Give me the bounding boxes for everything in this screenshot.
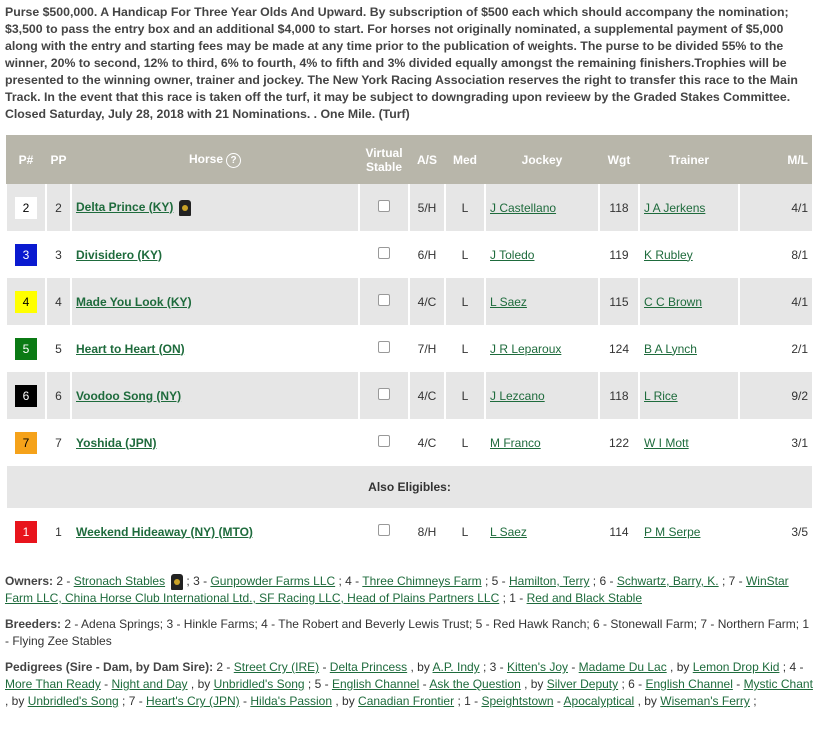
pedigrees-link[interactable]: Unbridled's Song [213, 677, 305, 691]
program-number-badge: 2 [15, 197, 37, 219]
pedigrees-text: - [732, 677, 744, 691]
morning-line: 3/5 [739, 508, 812, 555]
horse-cell [71, 419, 359, 466]
age-sex: 8/H [409, 508, 445, 555]
race-conditions: Purse $500,000. A Handicap For Three Year Olds And Upward. By subscription of $500 each which should accompany the nomination; $3,500 to pass the entry box and an additional $4,000 to start. For horses not originally nominated, a supplemental payment of $5,000 along with the entry and starting fees may be made at any time prior to the publication of weights. The purse to be divided 55% to the winner, 20% to second, 12% to third, 6% to fourth, 4% to fifth and 3% divided equally amongst the remaining finishers.Trophies will be presented to the winning owner, trainer and jockey. The New York Racing Association reserves the right to transfer this race to the Main Track. In the event that this race is taken off the turf, it may be subject to downgrading upon revieew by the Graded Stakes Committee. Closed Saturday, July 28, 2018 with 21 Nominations. . One Mile. (Turf) [5, 5, 798, 121]
jockey-cell [485, 372, 599, 419]
entry-row [6, 325, 812, 372]
pedigrees-link[interactable]: Speightstown [481, 694, 554, 708]
col-medication: Med [445, 135, 485, 184]
pedigrees-link[interactable]: Apocalyptical [563, 694, 635, 708]
weight: 118 [599, 184, 639, 231]
pedigrees-link[interactable]: Delta Princess [329, 660, 408, 674]
col-vs-line2: Stable [365, 159, 402, 174]
medication: L [445, 508, 485, 555]
virtual-stable-checkbox[interactable] [378, 200, 390, 212]
pedigrees-link[interactable]: Street Cry (IRE) [233, 660, 320, 674]
program-number-badge: 7 [15, 432, 37, 454]
age-sex: 5/H [409, 184, 445, 231]
owners-text: ; 6 - [589, 574, 617, 588]
horse-link[interactable]: Heart to Heart (ON) [76, 341, 185, 356]
trainer-link[interactable]: B A Lynch [644, 341, 697, 356]
pedigrees-link[interactable]: Hilda's Passion [250, 694, 333, 708]
horse-cell [71, 231, 359, 278]
jockey-link[interactable]: M Franco [490, 435, 541, 450]
pedigrees-text: ; 7 - [118, 694, 147, 708]
breeders-section [0, 616, 819, 650]
program-number-cell [6, 372, 46, 419]
age-sex: 6/H [409, 231, 445, 278]
pedigrees-link[interactable]: Silver Deputy [546, 677, 619, 691]
owners-section [0, 573, 819, 607]
horse-link[interactable]: Weekend Hideaway (NY) (MTO) [76, 524, 253, 539]
entry-row [6, 278, 812, 325]
pedigrees-text: , by [520, 677, 547, 691]
pedigrees-text: ; [749, 694, 757, 708]
trainer-cell [639, 419, 739, 466]
pedigrees-link[interactable]: More Than Ready [5, 677, 101, 691]
horse-link[interactable]: Divisidero (KY) [76, 247, 163, 262]
entry-row [6, 231, 812, 278]
trainer-cell [639, 508, 739, 555]
help-icon[interactable]: ? [226, 153, 241, 168]
also-eligibles-row [6, 466, 812, 508]
horse-cell [71, 508, 359, 555]
jockey-link[interactable]: J R Leparoux [490, 341, 562, 356]
virtual-stable-checkbox[interactable] [378, 294, 390, 306]
pedigrees-text: - [100, 677, 112, 691]
post-position: 1 [46, 508, 71, 555]
post-position: 3 [46, 231, 71, 278]
owners-text: ; 1 - [499, 591, 527, 605]
horse-cell [71, 184, 359, 231]
virtual-stable-cell [359, 508, 409, 555]
weight: 114 [599, 508, 639, 555]
col-horse [71, 135, 359, 184]
pedigrees-text: , by [332, 694, 359, 708]
owners-link[interactable]: Gunpowder Farms LLC [210, 574, 336, 588]
owners-link[interactable]: WinStar Farm LLC, China Horse Club International Ltd., SF Racing LLC, Head of Plains Partners LLC [5, 574, 789, 605]
trainer-link[interactable]: K Rubley [644, 247, 693, 262]
virtual-stable-cell [359, 231, 409, 278]
entries-table [5, 135, 812, 555]
pedigrees-text: 2 - [216, 660, 234, 674]
jockey-link[interactable]: J Toledo [490, 247, 535, 262]
virtual-stable-checkbox[interactable] [378, 341, 390, 353]
pedigrees-text: ; 4 - [779, 660, 804, 674]
trainer-cell [639, 231, 739, 278]
col-trainer: Trainer [639, 135, 739, 184]
weight: 115 [599, 278, 639, 325]
col-age-sex: A/S [409, 135, 445, 184]
pedigrees-text: ; 1 - [454, 694, 482, 708]
program-number-cell [6, 325, 46, 372]
horse-link[interactable]: Delta Prince (KY) [76, 199, 174, 214]
virtual-stable-cell [359, 325, 409, 372]
trainer-link[interactable]: W I Mott [644, 435, 689, 450]
owners-link[interactable]: Hamilton, Terry [509, 574, 590, 588]
pedigrees-link[interactable]: Ask the Question [429, 677, 521, 691]
morning-line: 9/2 [739, 372, 812, 419]
pedigrees-text: - [319, 660, 330, 674]
age-sex: 4/C [409, 419, 445, 466]
owners-label: Owners: [5, 574, 54, 588]
col-weight: Wgt [599, 135, 639, 184]
program-number-cell [6, 508, 46, 555]
pedigrees-link[interactable]: Kitten's Joy [507, 660, 568, 674]
age-sex: 7/H [409, 325, 445, 372]
medication: L [445, 278, 485, 325]
jockey-silks-icon [179, 200, 191, 216]
weight: 122 [599, 419, 639, 466]
horse-cell [71, 372, 359, 419]
post-position: 5 [46, 325, 71, 372]
col-horse-label: Horse [188, 151, 223, 166]
pedigrees-text: ; 3 - [479, 660, 508, 674]
jockey-cell [485, 278, 599, 325]
pedigrees-link[interactable]: Lemon Drop Kid [692, 660, 780, 674]
post-position: 6 [46, 372, 71, 419]
pedigrees-link[interactable]: English Channel [331, 677, 420, 691]
pedigrees-text: , by [634, 694, 661, 708]
medication: L [445, 419, 485, 466]
owners-text: ; 4 - [335, 574, 363, 588]
owners-link[interactable]: Red and Black Stable [526, 591, 642, 605]
col-virtual-stable [359, 135, 409, 184]
pedigrees-text: , by [5, 694, 28, 708]
virtual-stable-checkbox[interactable] [378, 435, 390, 447]
post-position: 2 [46, 184, 71, 231]
jockey-cell [485, 508, 599, 555]
horse-cell [71, 325, 359, 372]
horse-link[interactable]: Yoshida (JPN) [76, 435, 157, 450]
also-eligibles-label: Also Eligibles: [6, 466, 812, 508]
trainer-link[interactable]: J A Jerkens [644, 200, 706, 215]
horse-link[interactable]: Made You Look (KY) [76, 294, 192, 309]
program-number-cell [6, 184, 46, 231]
pedigrees-link[interactable]: Heart's Cry (JPN) [146, 694, 240, 708]
trainer-link[interactable]: P M Serpe [644, 524, 701, 539]
pedigrees-text: ; 6 - [618, 677, 646, 691]
medication: L [445, 184, 485, 231]
virtual-stable-checkbox[interactable] [378, 388, 390, 400]
program-number-cell [6, 278, 46, 325]
medication: L [445, 372, 485, 419]
horse-link[interactable]: Voodoo Song (NY) [76, 388, 182, 403]
morning-line: 8/1 [739, 231, 812, 278]
pedigrees-text: ; 5 - [304, 677, 332, 691]
pedigrees-link[interactable]: A.P. Indy [432, 660, 480, 674]
morning-line: 3/1 [739, 419, 812, 466]
virtual-stable-cell [359, 278, 409, 325]
owners-text: ; 7 - [718, 574, 746, 588]
pedigrees-link[interactable]: Unbridled's Song [27, 694, 119, 708]
col-program-number: P# [6, 135, 46, 184]
program-number-badge: 1 [15, 521, 37, 543]
pedigrees-link[interactable]: Madame Du Lac [578, 660, 667, 674]
jockey-link[interactable]: L Saez [490, 294, 527, 309]
col-morning-line: M/L [739, 135, 812, 184]
col-post-position: PP [46, 135, 71, 184]
pedigrees-link[interactable]: Wiseman's Ferry [660, 694, 750, 708]
weight: 119 [599, 231, 639, 278]
virtual-stable-cell [359, 419, 409, 466]
col-jockey: Jockey [485, 135, 599, 184]
trainer-cell [639, 184, 739, 231]
entry-row [6, 372, 812, 419]
jockey-cell [485, 184, 599, 231]
jockey-link[interactable]: J Lezcano [490, 388, 545, 403]
program-number-badge: 6 [15, 385, 37, 407]
morning-line: 4/1 [739, 278, 812, 325]
pedigrees-text: , by [666, 660, 693, 674]
virtual-stable-cell [359, 372, 409, 419]
owner-silks-icon [171, 574, 183, 590]
owners-link[interactable]: Schwartz, Barry, K. [616, 574, 719, 588]
program-number-cell [6, 231, 46, 278]
col-vs-line1: Virtual [365, 145, 403, 160]
virtual-stable-cell [359, 184, 409, 231]
trainer-cell [639, 278, 739, 325]
trainer-cell [639, 325, 739, 372]
pedigrees-text: - [568, 660, 579, 674]
trainer-link[interactable]: C C Brown [644, 294, 703, 309]
owners-text: ; 5 - [481, 574, 509, 588]
pedigrees-text: - [239, 694, 251, 708]
breeders-text: 2 - Adena Springs; 3 - Hinkle Farms; 4 - The Robert and Beverly Lewis Trust; 5 - Red Hawk Ranch; 6 - Stonewall Farm; 7 - Northern Farm; 1 - Flying Zee Stables [5, 617, 810, 648]
trainer-cell [639, 372, 739, 419]
virtual-stable-checkbox[interactable] [378, 524, 390, 536]
pedigrees-text: - [419, 677, 430, 691]
owners-link[interactable]: Three Chimneys Farm [362, 574, 482, 588]
pedigrees-link[interactable]: Mystic Chant [743, 677, 813, 691]
medication: L [445, 231, 485, 278]
owners-text: 2 - [56, 574, 74, 588]
horse-cell [71, 278, 359, 325]
pedigrees-link[interactable]: Night and Day [111, 677, 188, 691]
program-number-badge: 4 [15, 291, 37, 313]
morning-line: 2/1 [739, 325, 812, 372]
pedigrees-text: , by [407, 660, 433, 674]
pedigrees-section [0, 659, 819, 710]
pedigrees-link[interactable]: English Channel [645, 677, 733, 691]
pedigrees-text: - [553, 694, 564, 708]
morning-line: 4/1 [739, 184, 812, 231]
age-sex: 4/C [409, 372, 445, 419]
pedigrees-label: Pedigrees (Sire - Dam, by Dam Sire): [5, 660, 214, 674]
weight: 124 [599, 325, 639, 372]
program-number-badge: 3 [15, 244, 37, 266]
entry-row [6, 184, 812, 231]
pedigrees-link[interactable]: Canadian Frontier [358, 694, 455, 708]
post-position: 7 [46, 419, 71, 466]
jockey-cell [485, 231, 599, 278]
medication: L [445, 325, 485, 372]
jockey-link[interactable]: L Saez [490, 524, 527, 539]
jockey-cell [485, 419, 599, 466]
age-sex: 4/C [409, 278, 445, 325]
owners-text: ; 3 - [183, 574, 211, 588]
virtual-stable-checkbox[interactable] [378, 247, 390, 259]
trainer-link[interactable]: L Rice [644, 388, 678, 403]
entry-row [6, 419, 812, 466]
jockey-cell [485, 325, 599, 372]
owners-link[interactable]: Stronach Stables [73, 574, 166, 588]
breeders-label: Breeders: [5, 617, 62, 631]
pedigrees-text: , by [187, 677, 214, 691]
post-position: 4 [46, 278, 71, 325]
entry-row [6, 508, 812, 555]
program-number-badge: 5 [15, 338, 37, 360]
program-number-cell [6, 419, 46, 466]
table-header [6, 135, 812, 184]
jockey-link[interactable]: J Castellano [490, 200, 557, 215]
weight: 118 [599, 372, 639, 419]
